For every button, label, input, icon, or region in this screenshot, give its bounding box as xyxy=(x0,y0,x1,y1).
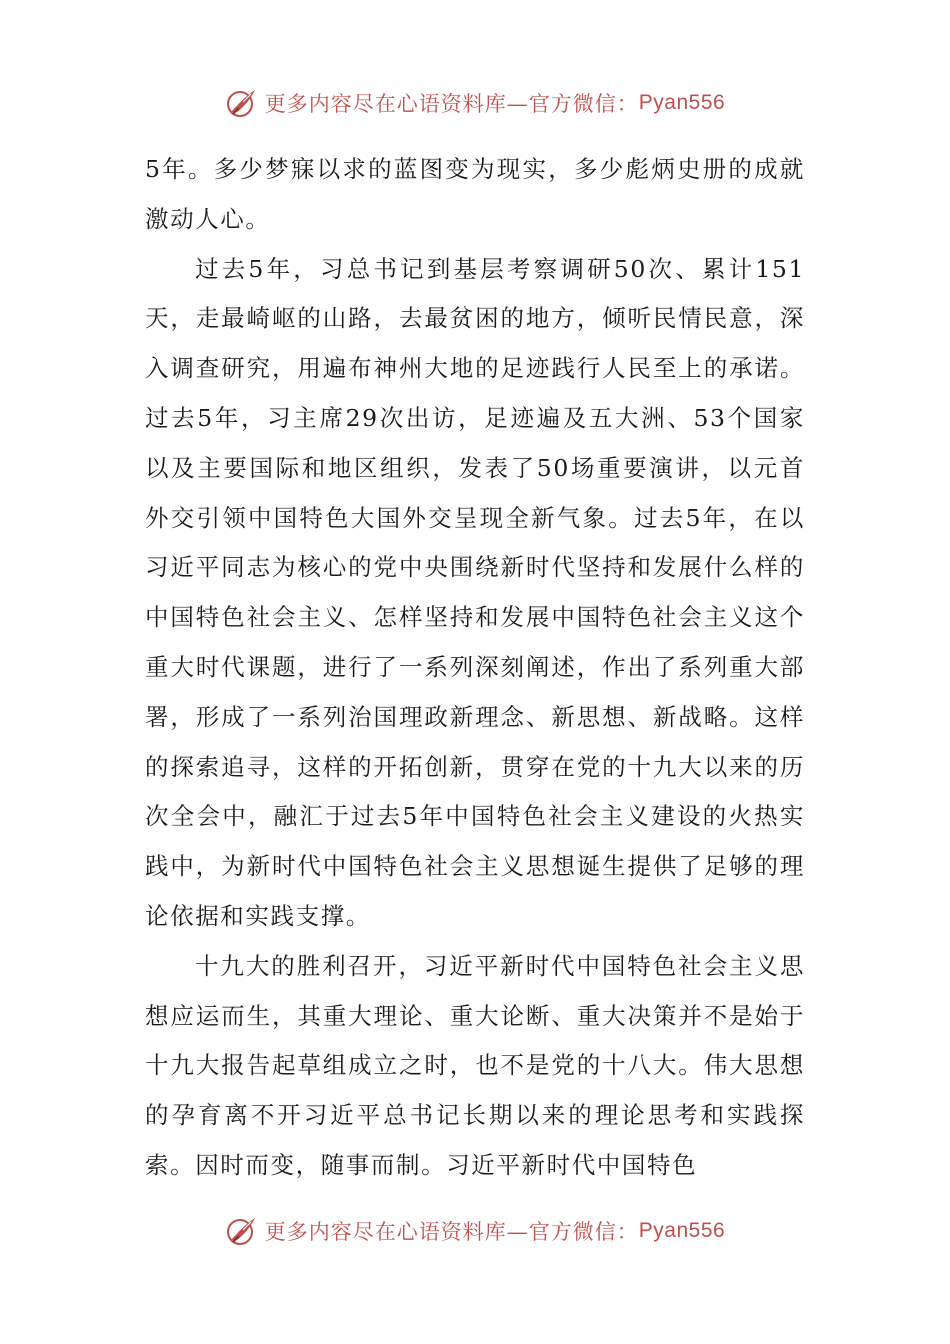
quill-pen-logo-icon xyxy=(225,86,259,120)
paragraph-1: 5年。多少梦寐以求的蓝图变为现实，多少彪炳史册的成就激动人心。 xyxy=(145,155,805,233)
footer-watermark xyxy=(0,1211,950,1251)
paragraph-3: 十九大的胜利召开，习近平新时代中国特色社会主义思想应运而生，其重大理论、重大论断、重大决策并不是始于十九大报告起草组成立之时，也不是党的十八大。伟大思想的孕育离不开习近平总书记长期以来的理论思考和实践探索。因时而变，随事而制。习近平新时代中国特色 xyxy=(145,951,805,1179)
watermark-wechat-id: Pyan556 xyxy=(638,1219,726,1242)
watermark-text: 更多内容尽在心语资料库—官方微信： xyxy=(264,1220,639,1244)
header-watermark xyxy=(0,83,950,123)
paragraph-2: 过去5年，习总书记到基层考察调研50次、累计151天，走最崎岖的山路，去最贫困的地方，倾听民情民意，深入调查研究，用遍布神州大地的足迹践行人民至上的承诺。过去5年，习主席29次出访，足迹遍及五大洲、53个国家以及主要国际和地区组织，发表了50场重要演讲，以元首外交引领中国特色大国外交呈现全新气象。过去5年，在以习近平同志为核心的党中央围绕新时代坚持和发展什么样的中国特色社会主义、怎样坚持和发展中国特色社会主义这个重大时代课题，进行了一系列深刻阐述，作出了系列重大部署，形成了一系列治国理政新理念、新思想、新战略。这样的探索追寻，这样的开拓创新，贯穿在党的十九大以来的历次全会中，融汇于过去5年中国特色社会主义建设的火热实践中，为新时代中国特色社会主义思想诞生提供了足够的理论依据和实践支撑。 xyxy=(145,254,805,930)
document-body xyxy=(145,145,805,1191)
quill-pen-logo-icon xyxy=(225,1214,259,1248)
watermark-text: 更多内容尽在心语资料库—官方微信： xyxy=(264,92,639,116)
watermark-wechat-id: Pyan556 xyxy=(638,91,726,114)
